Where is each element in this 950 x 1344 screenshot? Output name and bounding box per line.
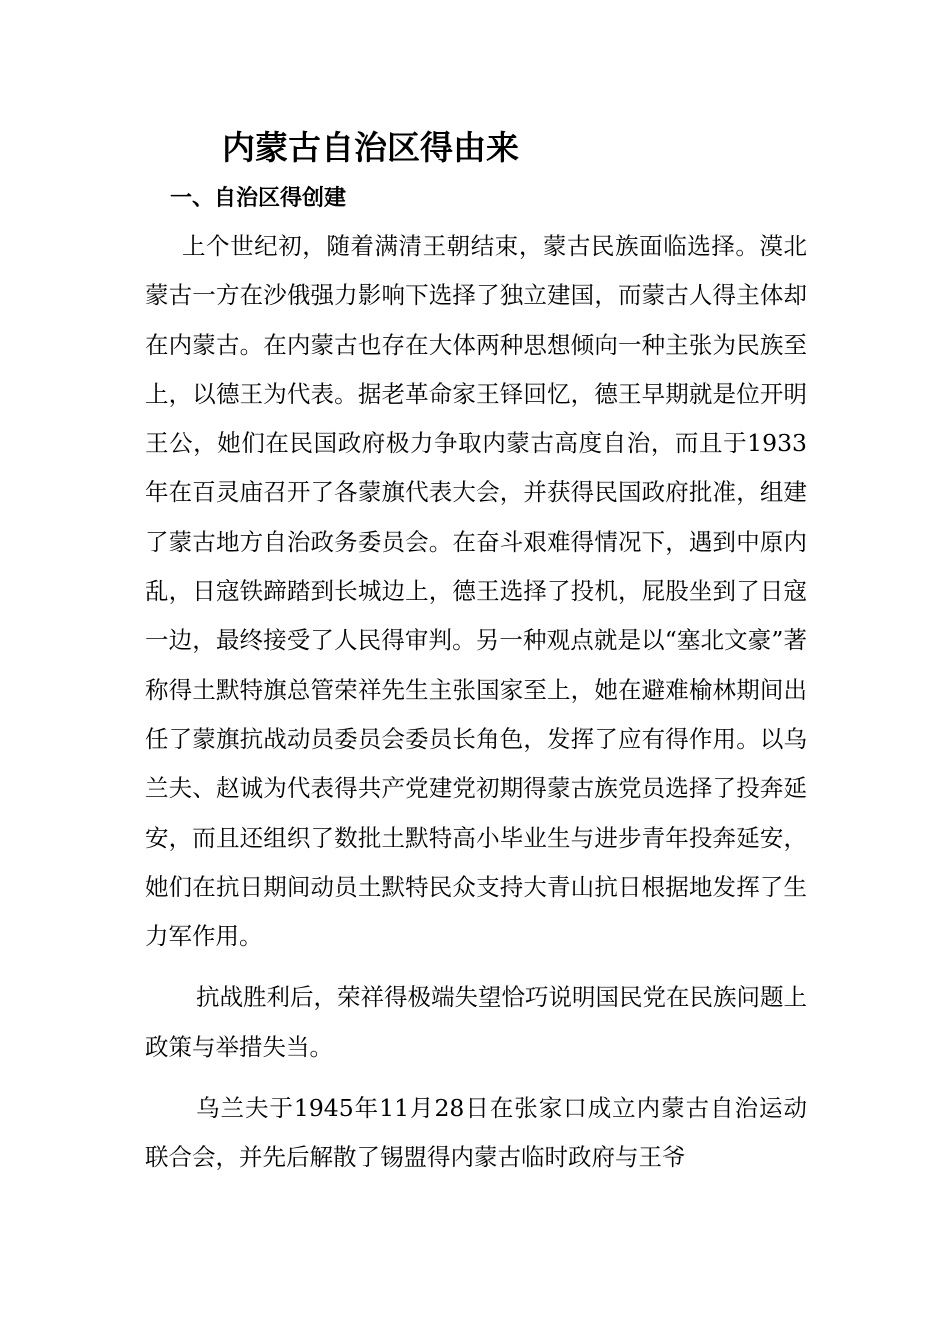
document-body — [145, 222, 807, 1183]
section-heading: 一、自治区得创建 — [170, 186, 347, 211]
body-paragraph: 乌兰夫于1945年11月28日在张家口成立内蒙古自治运动联合会，并先后解散了锡盟得内蒙古临时政府与王爷 — [145, 1094, 807, 1172]
document-title: 内蒙古自治区得由来 — [222, 128, 519, 167]
body-paragraph: 上个世纪初，随着满清王朝结束，蒙古民族面临选择。漠北蒙古一方在沙俄强力影响下选择了独立建国，而蒙古人得主体却在内蒙古。在内蒙古也存在大体两种思想倾向一种主张为民族至上，以德王为代表。据老革命家王铎回忆，德王早期就是位开明王公，她们在民国政府极力争取内蒙古高度自治，而且于1933年在百灵庙召开了各蒙旗代表大会，并获得民国政府批准，组建了蒙古地方自治政务委员会。在奋斗艰难得情况下，遇到中原内乱，日寇铁蹄踏到长城边上，德王选择了投机，屁股坐到了日寇一边，最终接受了人民得审判。另一种观点就是以“塞北文豪”著称得土默特旗总管荣祥先生主张国家至上，她在避难榆林期间出任了蒙旗抗战动员委员会委员长角色，发挥了应有得作用。以乌兰夫、赵诚为代表得共产党建党初期得蒙古族党员选择了投奔延安，而且还组织了数批土默特高小毕业生与进步青年投奔延安，她们在抗日期间动员土默特民众支持大青山抗日根据地发挥了生力军作用。 — [145, 232, 807, 951]
body-paragraph: 抗战胜利后，荣祥得极端失望恰巧说明国民党在民族问题上政策与举措失当。 — [145, 983, 807, 1061]
